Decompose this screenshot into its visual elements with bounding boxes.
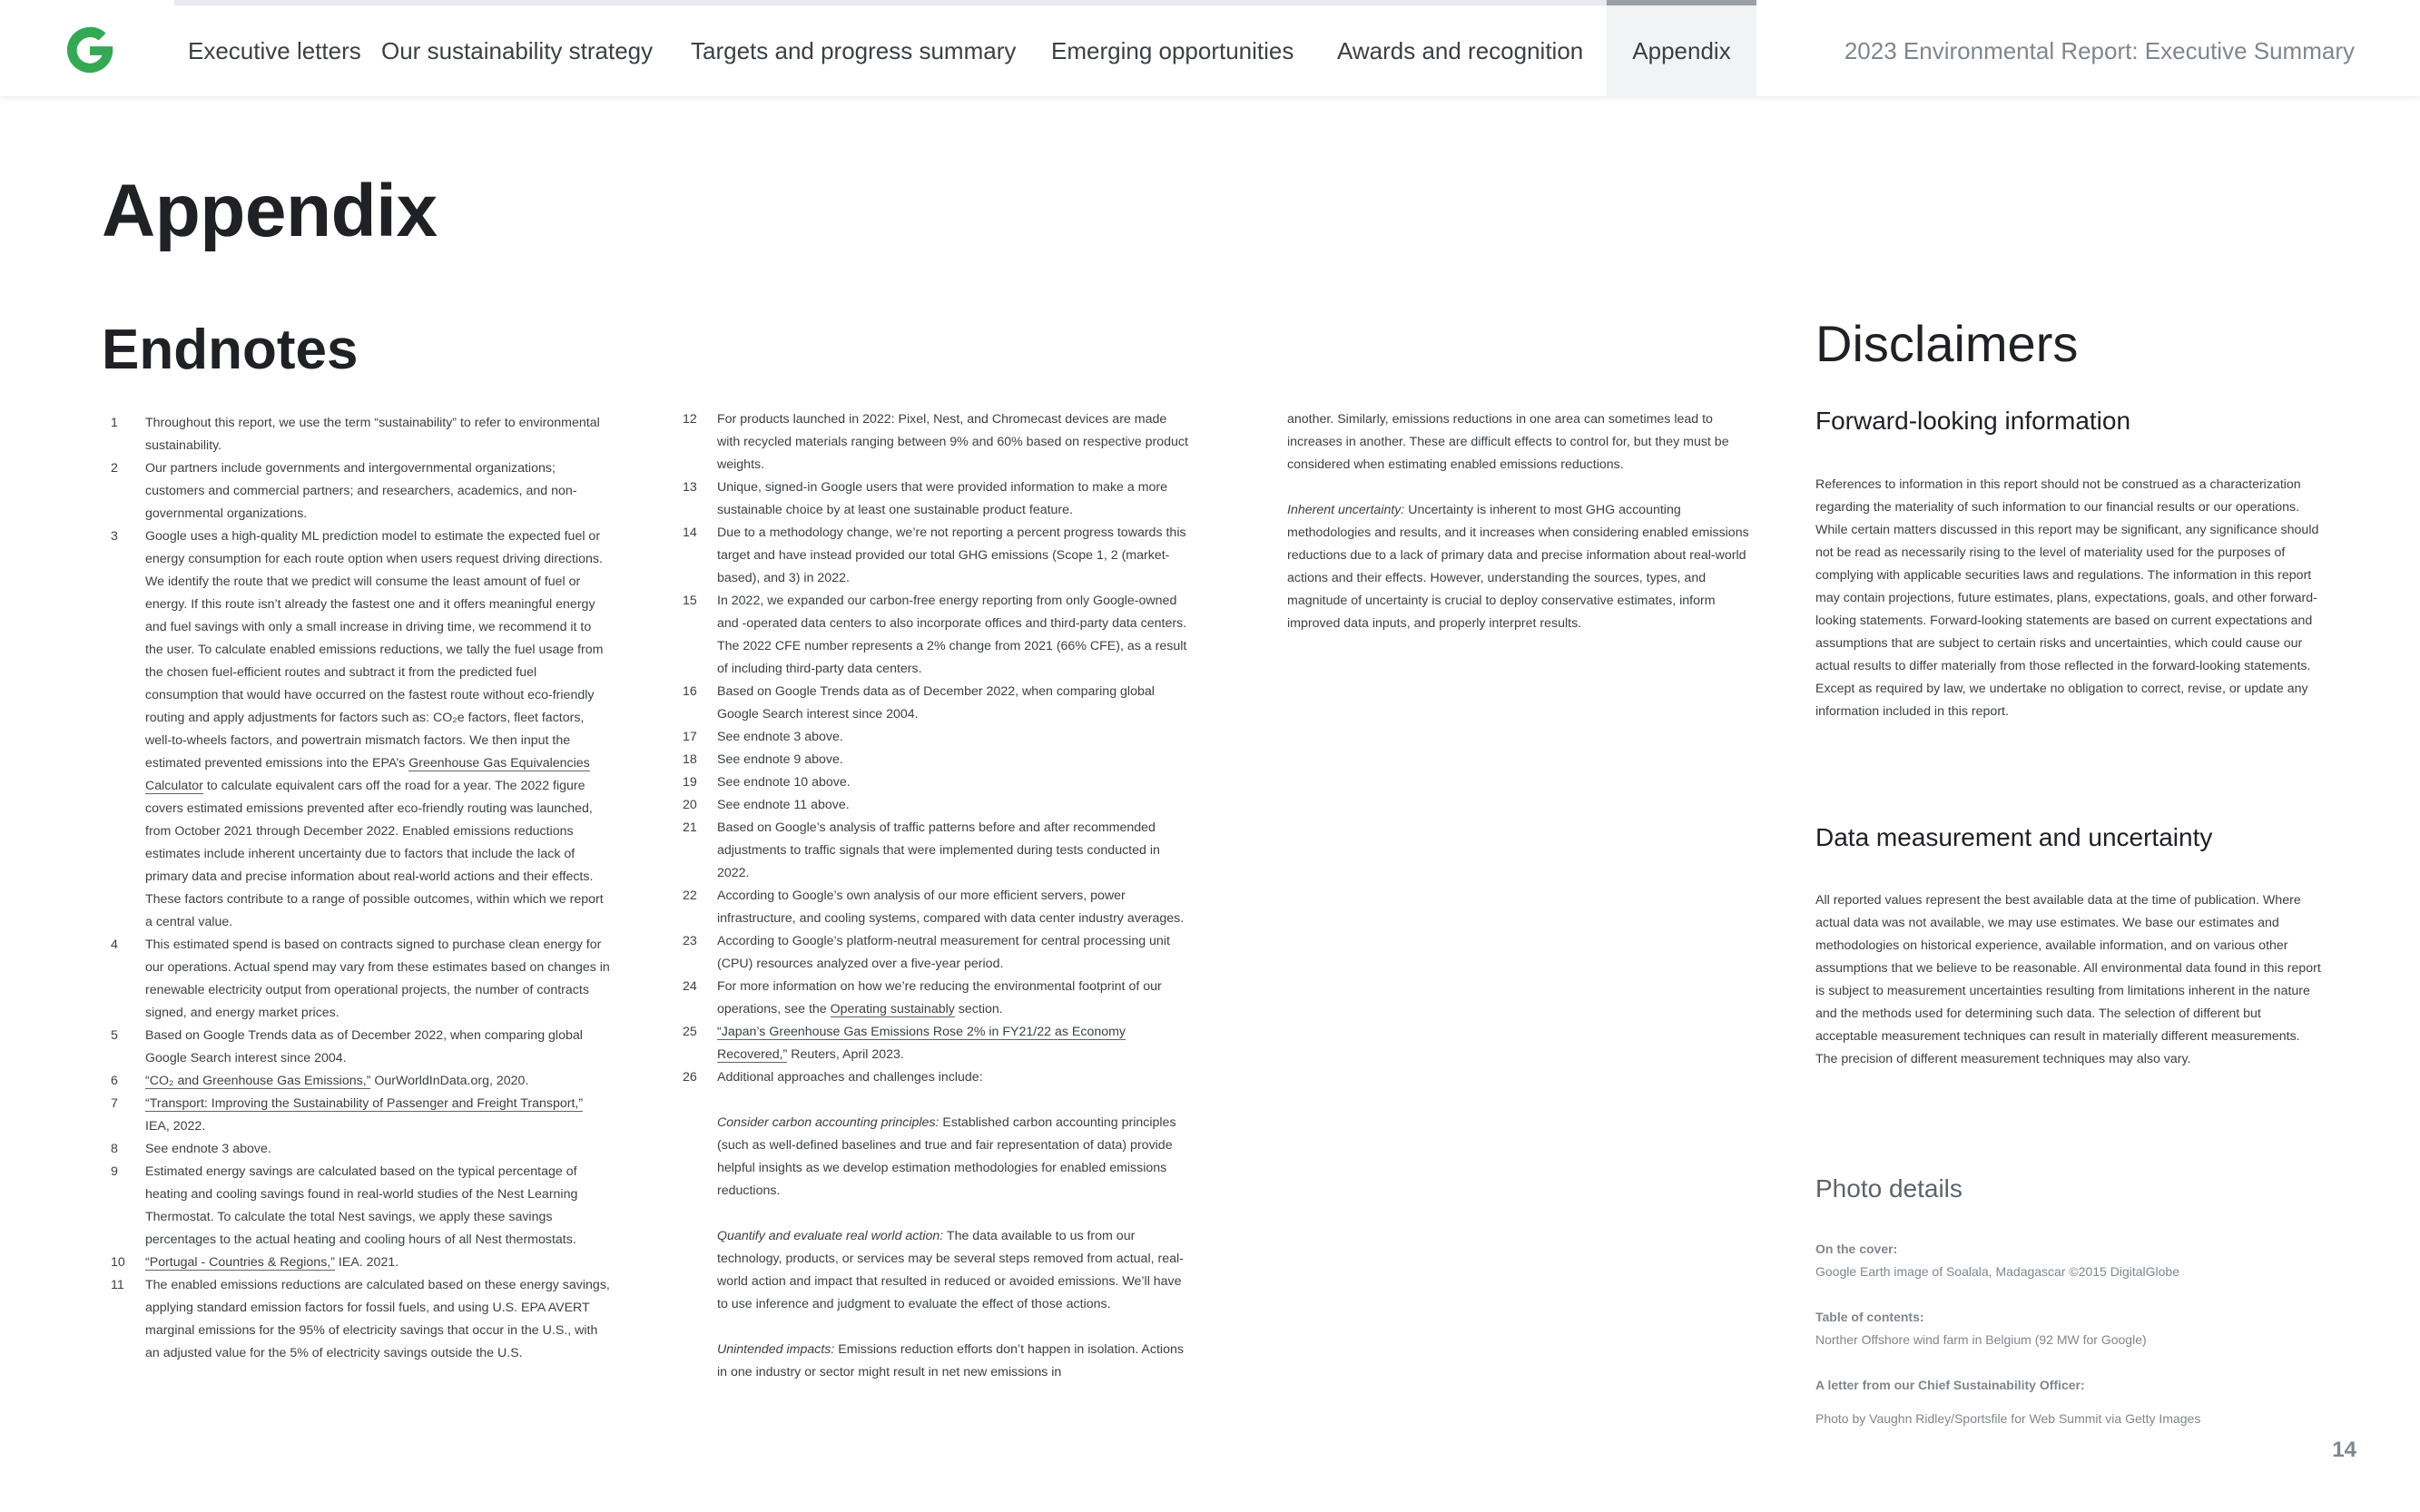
endnote: 18 See endnote 9 above. [674, 749, 1191, 771]
endnote-text: Our partners include governments and intergovernmental organizations; customers and commercial partners; and researchers, academics, and non-governmental organizations. [145, 461, 577, 521]
endnote-paragraph [717, 1225, 1191, 1316]
endnote-text: See endnote 10 above. [717, 775, 851, 790]
japan-emissions-link[interactable]: “Japan’s Greenhouse Gas Emissions Rose 2% in FY21/22 as Economy Recovered,” [717, 1025, 1126, 1062]
endnote: 13 Unique, signed-in Google users that were provided information to make a more sustainable choice by at least one sustainable product feature. [674, 476, 1191, 522]
endnote-text: See endnote 3 above. [717, 730, 843, 744]
endnote-text: IEA. 2021. [334, 1255, 399, 1270]
endnote-text: IEA, 2022. [145, 1119, 206, 1134]
endnote-text: For products launched in 2022: Pixel, Nest, and Chromecast devices are made with recycled materials ranging between 9% and 60% based on respective product weights. [717, 412, 1188, 472]
endnote: 7 “Transport: Improving the Sustainability of Passenger and Freight Transport,” IEA, 2022. [111, 1096, 584, 1134]
endnote: 26 Additional approaches and challenges include: [674, 1066, 1191, 1089]
endnote-text: Based on Google’s analysis of traffic patterns before and after recommended adjustments to traffic signals that were implemented during tests conducted in 2022. [717, 820, 1160, 880]
photo-detail-item [1815, 1238, 2324, 1283]
endnote-text: Based on Google Trends data as of December 2022, when comparing global Google Search interest since 2004. [145, 1028, 583, 1065]
endnote: 16 Based on Google Trends data as of December 2022, when comparing global Google Search interest since 2004. [674, 681, 1191, 726]
portugal-link[interactable]: “Portugal - Countries & Regions,” [145, 1255, 335, 1270]
endnote-paragraph [717, 1112, 1191, 1203]
paragraph-text: The data available to us from our technology, products, or services may be several steps removed from actual, real-world action and impact that resulted in reduced or avoided emissions. We’ll have to use inference and judgment to evaluate the effect of those actions. [717, 1229, 1184, 1311]
endnote-text: In 2022, we expanded our carbon-free energy reporting from only Google-owned and -operated data centers to also incorporate offices and third-party data centers. The 2022 CFE number represents a 2% change from 2021 (66% CFE), as a result of including third-party data centers. [717, 594, 1187, 676]
photo-details-heading: Photo details [1815, 1174, 1963, 1203]
endnote: 9 Estimated energy savings are calculated based on the typical percentage of heating and cooling savings found in real-world studies of the Nest Learning Thermostat. To calculate the total Nest savings, we apply these savings percentages to the actual heating and cooling hours of all Nest thermostats. [102, 1161, 610, 1252]
endnote: 6 “CO₂ and Greenhouse Gas Emissions,” OurWorldInData.org, 2020. [111, 1074, 529, 1088]
operating-sustainably-link[interactable]: Operating sustainably [830, 1002, 955, 1016]
paragraph-title: Inherent uncertainty: [1287, 503, 1405, 517]
endnote: 24 For more information on how we’re reducing the environmental footprint of our operations, see the Operating sustainably section. [683, 979, 1162, 1016]
nav-executive-letters[interactable]: Executive letters [188, 37, 361, 64]
photo-detail-item [1815, 1374, 2324, 1430]
endnote-text: Reuters, April 2023. [787, 1047, 904, 1062]
endnote-text: Unique, signed-in Google users that were provided information to make a more sustainable choice by at least one sustainable product feature. [717, 480, 1168, 517]
endnote-text: Based on Google Trends data as of December 2022, when comparing global Google Search interest since 2004. [717, 684, 1155, 722]
transport-link[interactable]: “Transport: Improving the Sustainability of Passenger and Freight Transport,” [145, 1096, 584, 1111]
endnote-text: section. [954, 1002, 1003, 1016]
endnotes-column-3 [1287, 408, 1759, 635]
endnote: 8 See endnote 3 above. [102, 1138, 610, 1161]
endnote: 11 The enabled emissions reductions are calculated based on these energy savings, applying standard emission factors for fossil fuels, and using U.S. EPA AVERT marginal emissions for the 95% of electricity savings that occur in the U.S., with an adjusted value for the 5% of electricity savings outside the U.S. [102, 1274, 610, 1365]
endnotes-column-2 [674, 408, 1191, 1384]
top-navigation [0, 0, 2420, 96]
co2-emissions-link[interactable]: “CO₂ and Greenhouse Gas Emissions,” [145, 1074, 371, 1088]
endnote: 2 Our partners include governments and intergovernmental organizations; customers and commercial partners; and researchers, academics, and non-governmental organizations. [102, 457, 610, 525]
photo-detail-text: Google Earth image of Soalala, Madagascar ©2015 DigitalGlobe [1815, 1264, 2179, 1279]
endnotes-heading: Endnotes [102, 319, 359, 381]
data-measurement-heading: Data measurement and uncertainty [1815, 823, 2213, 851]
photo-detail-text: Norther Offshore wind farm in Belgium (92 MW for Google) [1815, 1332, 2147, 1347]
endnote-text: According to Google’s platform-neutral measurement for central processing unit (CPU) resources analyzed over a five-year period. [717, 934, 1170, 971]
endnote-text: Throughout this report, we use the term “sustainability” to refer to environmental sustainability. [145, 416, 600, 453]
endnote-text: Additional approaches and challenges include: [717, 1070, 983, 1085]
google-g-logo-icon[interactable] [62, 22, 118, 78]
endnote-paragraph-continued: another. Similarly, emissions reductions in one area can sometimes lead to increases in another. These are difficult effects to control for, but they must be considered when estimating enabled emissions reductions. [1287, 412, 1729, 472]
nav-targets-progress[interactable]: Targets and progress summary [691, 37, 1017, 64]
forward-looking-heading: Forward-looking information [1815, 407, 2131, 435]
paragraph-text: Emissions reduction efforts don’t happen in isolation. Actions in one industry or sector might result in net new emissions in [717, 1342, 1184, 1379]
endnote: 10 “Portugal - Countries & Regions,” IEA. 2021. [111, 1255, 399, 1270]
endnote: 14 Due to a methodology change, we’re not reporting a percent progress towards this target and have instead provided our total GHG emissions (Scope 1, 2 (market-based), and 3) in 2022. [674, 522, 1191, 590]
paragraph-title: Unintended impacts: [717, 1342, 835, 1357]
report-title: 2023 Environmental Report: Executive Summary [1844, 37, 2355, 64]
paragraph-text: Uncertainty is inherent to most GHG accounting methodologies and results, and it increases when considering enabled emissions reductions due to a lack of primary data and precise information about real-world actions and their effects. However, understanding the sources, types, and magnitude of uncertainty is crucial to deploy conservative estimates, inform improved data inputs, and properly interpret results. [1287, 503, 1749, 631]
endnote: 15 In 2022, we expanded our carbon-free energy reporting from only Google-owned and -operated data centers to also incorporate offices and third-party data centers. The 2022 CFE number represents a 2% change from 2021 (66% CFE), as a result of including third-party data centers. [674, 590, 1191, 681]
endnote-text: OurWorldInData.org, 2020. [370, 1074, 529, 1088]
nav-awards-recognition[interactable]: Awards and recognition [1337, 37, 1584, 64]
forward-looking-body: References to information in this report should not be construed as a characterization regarding the materiality of such information to our financial results or our operations. While certain matters discussed in this report may be significant, any significance should not be read as necessarily rising to the level of materiality used for the purposes of complying with applicable securities laws and regulations. The information in this report may contain projections, future estimates, plans, expectations, goals, and other forward-looking statements. Forward-looking statements are based on current expectations and assumptions that are subject to certain risks and uncertainties, which could cause our actual results to differ materially from those reflected in the forward-looking statements. Except as required by law, we undertake no obligation to correct, revise, or update any information included in this report. [1815, 477, 2319, 719]
disclaimers-heading: Disclaimers [1815, 315, 2079, 372]
endnote: 3 Google uses a high-quality ML prediction model to estimate the expected fuel or energy consumption for each route option when users request driving directions. We identify the route that we predict will consume the least amount of fuel or energy. If this route isn’t already the fastest one and it offers meaningful energy and fuel savings with only a small increase in driving time, we recommend it to the user. To calculate enabled emissions reductions, we tally the fuel usage from the chosen fuel-efficient routes and subtract it from the predicted fuel consumption that would have occurred on the fastest route without eco-friendly routing and apply adjustments for factors such as: CO₂e factors, fleet factors, well-to-wheels factors, and powertrain mismatch factors. We then input the estimated prevented emissions into the EPA’s Greenhouse Gas Equivalencies Calculator to calculate equivalent cars off the road for a year. The 2022 figure covers estimated emissions prevented after eco-friendly routing was launched, from October 2021 through December 2022. Enabled emissions reductions estimates include inherent uncertainty due to factors that include the lack of primary data and precise information about real-world actions and their effects. These factors contribute to a range of possible outcomes, within which we report a central value. [111, 529, 604, 929]
paragraph-text: Established carbon accounting principles (such as well-defined baselines and true and fair representation of data) provide helpful insights as we develop estimation methodologies for enabled emissions reductions. [717, 1115, 1176, 1198]
endnote-text: This estimated spend is based on contracts signed to purchase clean energy for our operations. Actual spend may vary from these estimates based on changes in renewable electricity output from operational projects, the number of contracts signed, and energy market prices. [145, 938, 610, 1020]
endnote: 23 According to Google’s platform-neutral measurement for central processing unit (CPU) resources analyzed over a five-year period. [674, 930, 1191, 976]
endnote-text: According to Google’s own analysis of our more efficient servers, power infrastructure, and cooling systems, compared with data center industry averages. [717, 889, 1185, 926]
endnote: 5 Based on Google Trends data as of December 2022, when comparing global Google Search interest since 2004. [102, 1025, 610, 1070]
ghg-calculator-link[interactable]: Greenhouse Gas Equivalencies Calculator [145, 756, 590, 793]
photo-detail-label: Table of contents: [1815, 1310, 1924, 1324]
data-measurement-body: All reported values represent the best available data at the time of publication. Where actual data was not available, we may use estimates. We base our estimates and methodologies on historical experience, available information, and on various other assumptions that we believe to be reasonable. All environmental data found in this report is subject to measurement uncertainties resulting from limitations inherent in the nature and the methods used for determining such data. The selection of different but acceptable measurement techniques can result in materially different measurements. The precision of different measurement techniques may also vary. [1815, 893, 2321, 1066]
endnote: 1 Throughout this report, we use the term “sustainability” to refer to environmental sustainability. [102, 412, 610, 457]
nav-appendix[interactable]: Appendix [1607, 0, 1756, 96]
page-number: 14 [2332, 1438, 2356, 1462]
endnote-text: Due to a methodology change, we’re not reporting a percent progress towards this target and have instead provided our total GHG emissions (Scope 1, 2 (market-based), and 3) in 2022. [717, 525, 1186, 585]
paragraph-title: Quantify and evaluate real world action: [717, 1229, 944, 1243]
endnote-text: The enabled emissions reductions are calculated based on these energy savings, applying standard emission factors for fossil fuels, and using U.S. EPA AVERT marginal emissions for the 95% of electricity savings that occur in the U.S., with an adjusted value for the 5% of electricity savings outside the U.S. [145, 1278, 610, 1360]
photo-detail-label: A letter from our Chief Sustainability Officer: [1815, 1378, 2085, 1392]
endnote-text: to calculate equivalent cars off the road for a year. The 2022 figure covers estimated emissions prevented after eco-friendly routing was launched, from October 2021 through December 2022. Enabled emissions reductions estimates include inherent uncertainty due to factors that include the lack of primary data and precise information about real-world actions and their effects. These factors contribute to a range of possible outcomes, within which we report a central value. [145, 779, 604, 929]
endnote-text: Google uses a high-quality ML prediction model to estimate the expected fuel or energy consumption for each route option when users request driving directions. We identify the route that we predict will consume the least amount of fuel or energy. If this route isn’t already the fastest one and it offers meaningful energy and fuel savings with only a small increase in driving time, we recommend it to the user. To calculate enabled emissions reductions, we tally the fuel usage from the chosen fuel-efficient routes and subtract it from the predicted fuel consumption that would have occurred on the fastest route without eco-friendly routing and apply adjustments for factors such as: CO₂e factors, fleet factors, well-to-wheels factors, and powertrain mismatch factors. We then input the estimated prevented emissions into the EPA’s [145, 529, 604, 771]
endnote-paragraph [717, 1339, 1191, 1384]
photo-detail-item [1815, 1306, 2324, 1351]
endnote-text: See endnote 3 above. [145, 1142, 271, 1156]
endnote: 22 According to Google’s own analysis of our more efficient servers, power infrastructure, and cooling systems, compared with data center industry averages. [674, 885, 1191, 930]
endnote-text: Estimated energy savings are calculated based on the typical percentage of heating and cooling savings found in real-world studies of the Nest Learning Thermostat. To calculate the total Nest savings, we apply these savings percentages to the actual heating and cooling hours of all Nest thermostats. [145, 1164, 578, 1247]
endnote-text: See endnote 9 above. [717, 752, 843, 767]
endnote: 20 See endnote 11 above. [674, 794, 1191, 817]
page-title: Appendix [102, 170, 438, 252]
endnote: 21 Based on Google’s analysis of traffic patterns before and after recommended adjustments to traffic signals that were implemented during tests conducted in 2022. [674, 817, 1191, 885]
photo-detail-label: On the cover: [1815, 1242, 1898, 1256]
endnotes-column-1 [102, 412, 610, 1365]
endnote: 19 See endnote 10 above. [674, 771, 1191, 794]
endnote: 17 See endnote 3 above. [674, 726, 1191, 749]
photo-detail-text: Photo by Vaughn Ridley/Sportsfile for Web Summit via Getty Images [1815, 1411, 2201, 1426]
endnote-paragraph [1287, 499, 1759, 635]
endnote: 25 “Japan’s Greenhouse Gas Emissions Rose 2% in FY21/22 as Economy Recovered,” Reuters, April 2023. [683, 1025, 1126, 1062]
nav-sustainability-strategy[interactable]: Our sustainability strategy [381, 37, 654, 64]
nav-emerging-opportunities[interactable]: Emerging opportunities [1051, 37, 1294, 64]
endnote: 12 For products launched in 2022: Pixel, Nest, and Chromecast devices are made with recycled materials ranging between 9% and 60% based on respective product weights. [674, 408, 1191, 476]
paragraph-title: Consider carbon accounting principles: [717, 1115, 939, 1130]
endnote: 4 This estimated spend is based on contracts signed to purchase clean energy for our operations. Actual spend may vary from these estimates based on changes in renewable electricity output from operational projects, the number of contracts signed, and energy market prices. [102, 934, 610, 1025]
endnote-text: See endnote 11 above. [717, 798, 850, 812]
endnote-text: For more information on how we’re reducing the environmental footprint of our operations, see the [717, 979, 1162, 1016]
